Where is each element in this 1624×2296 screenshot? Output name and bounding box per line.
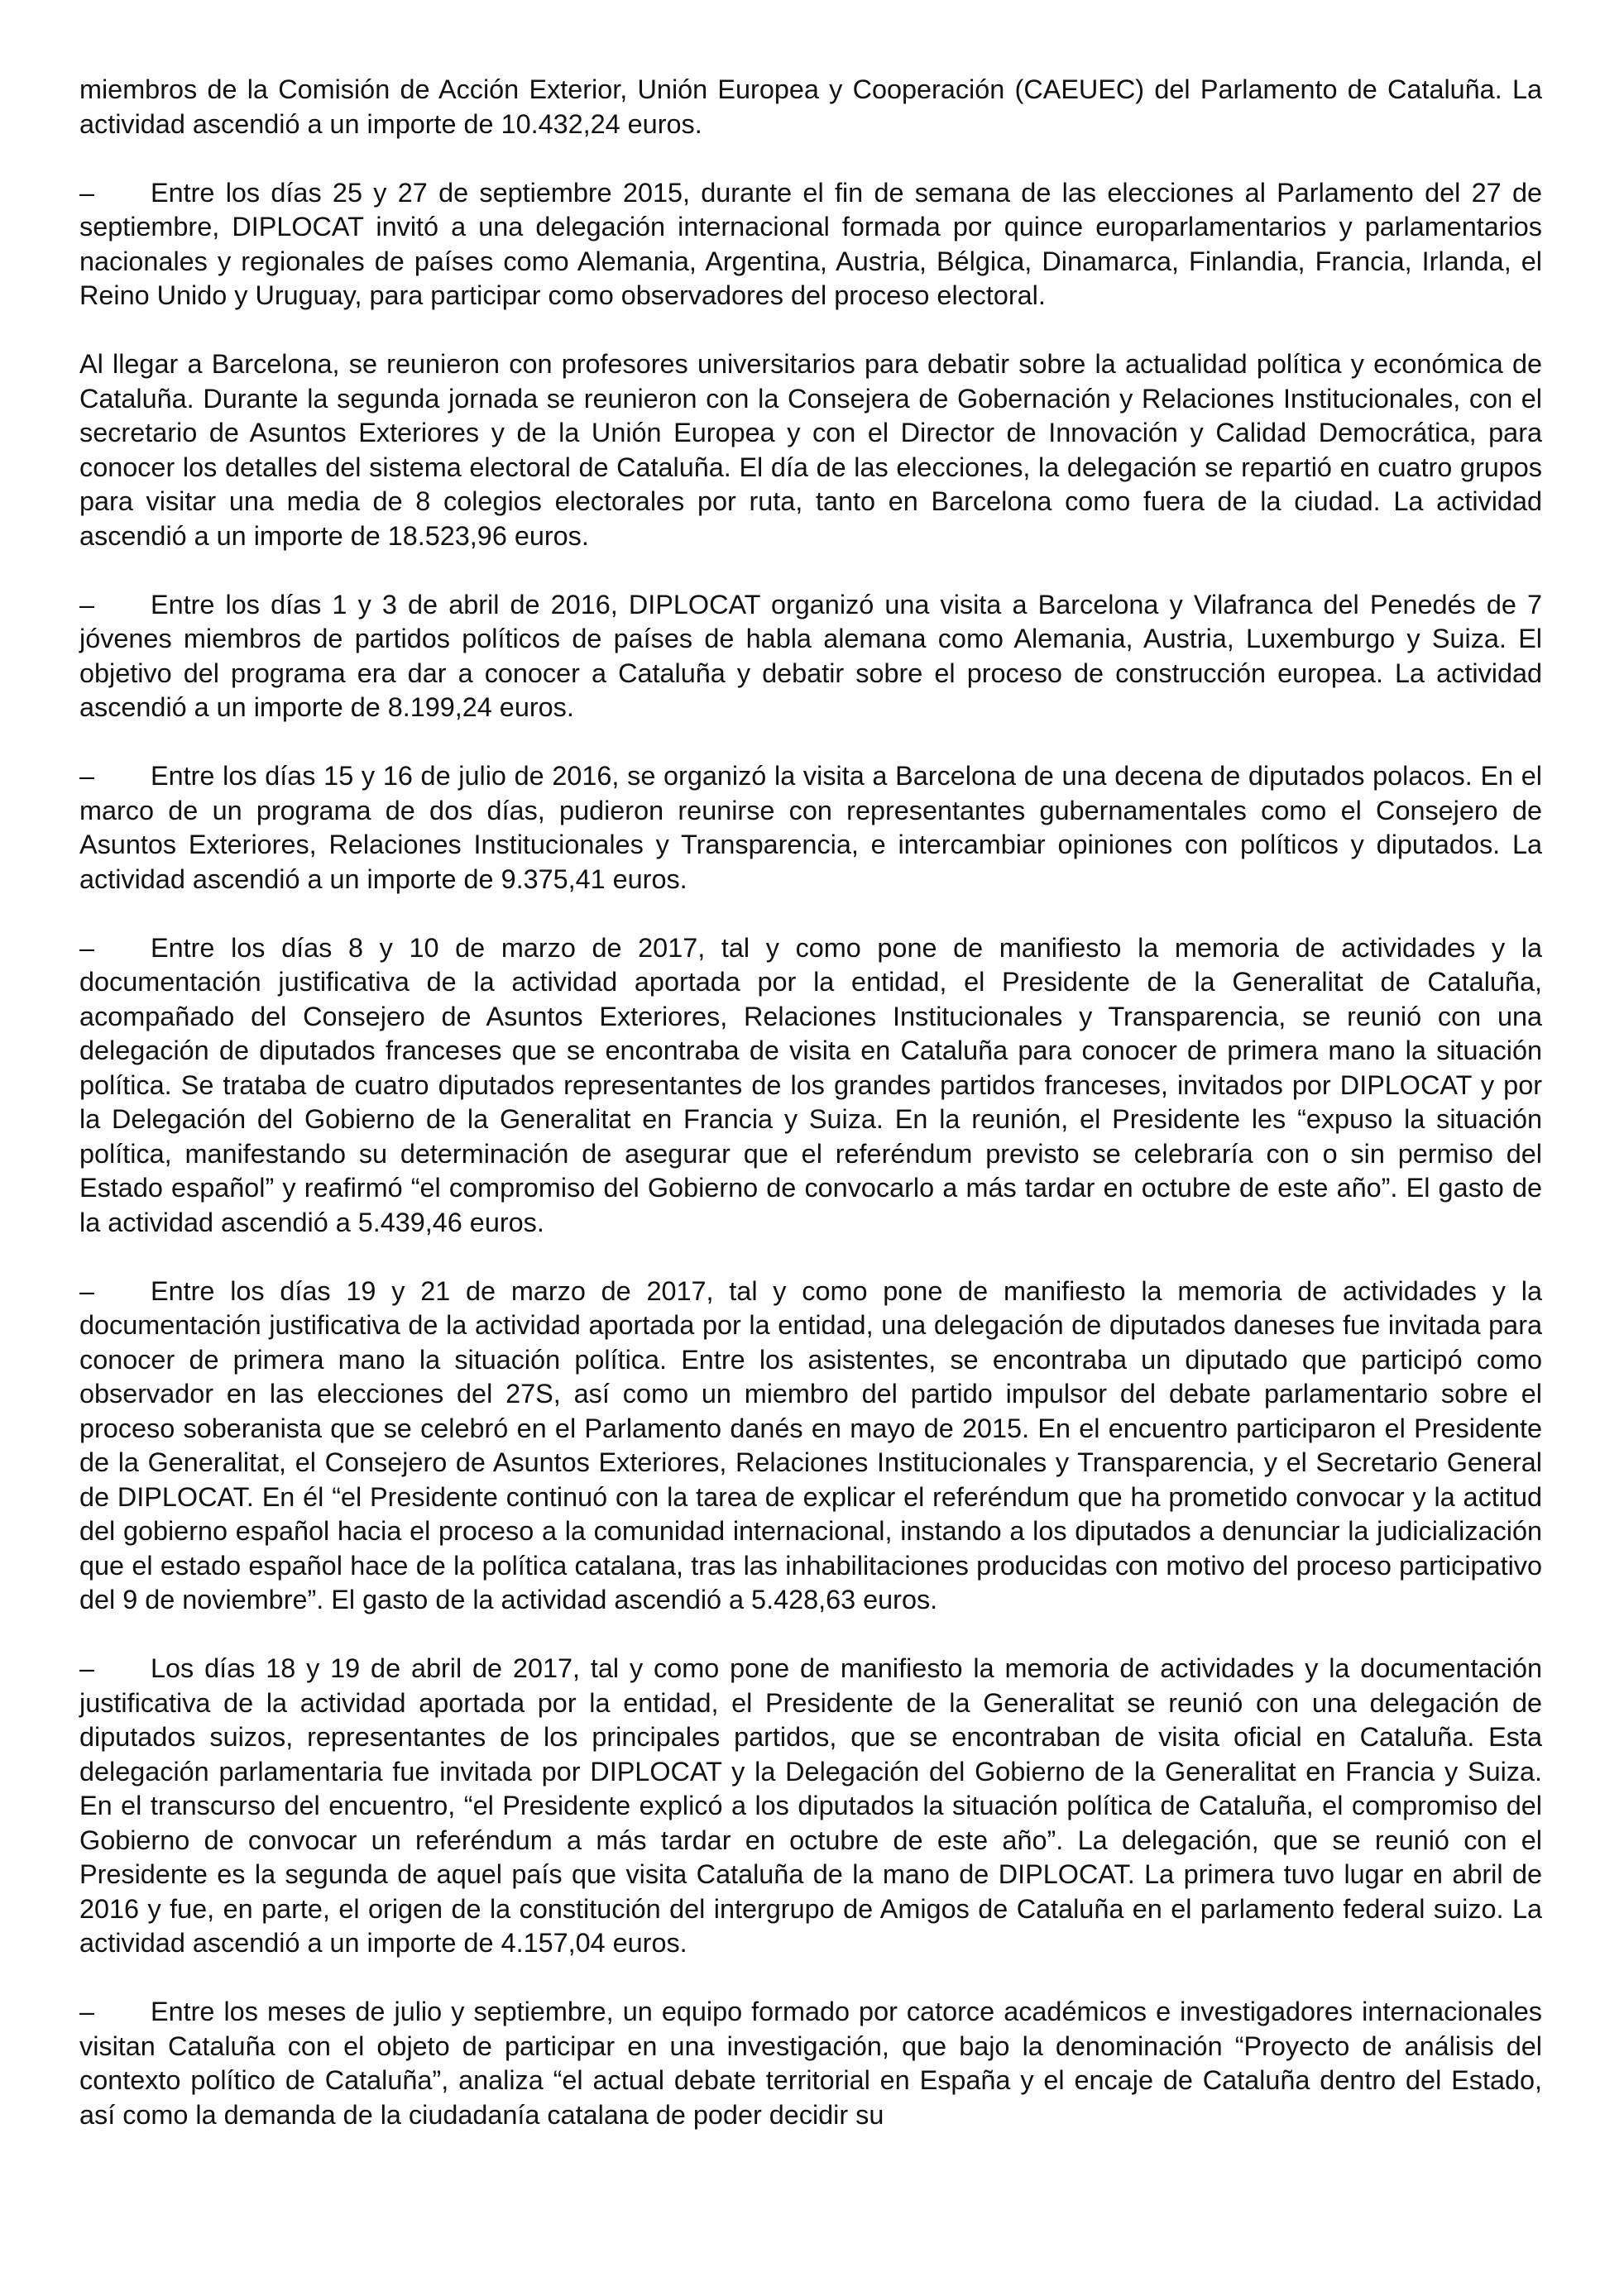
list-item-paragraph	[79, 759, 1542, 897]
list-dash: –	[79, 177, 95, 208]
paragraph-text: Al llegar a Barcelona, se reunieron con profesores universitarios para debatir sobre la actualidad política y económica de Cataluña. Durante la segunda jornada se reunieron con la Consejera de Gobernación y Relaciones Institucionales, con el secretario de Asuntos Exteriores y de la Unión Europea y con el Director de Innovación y Calidad Democrática, para conocer los detalles del sistema electoral de Cataluña. El día de las elecciones, la delegación se repartió en cuatro grupos para visitar una media de 8 colegios electorales por ruta, tanto en Barcelona como fuera de la ciudad. La actividad ascendió a un importe de 18.523,96 euros.	[79, 349, 1542, 551]
list-item-paragraph	[79, 931, 1542, 1241]
list-dash: –	[79, 761, 95, 791]
paragraph-text: Entre los meses de julio y septiembre, un equipo formado por catorce académicos e investigadores internacionales visitan Cataluña con el objeto de participar en una investigación, que bajo la denominación “Proyecto de análisis del contexto político de Cataluña”, analiza “el actual debate territorial en España y el encaje de Cataluña dentro del Estado, así como la demanda de la ciudadanía catalana de poder decidir su	[79, 1997, 1542, 2130]
paragraph-text: Entre los días 8 y 10 de marzo de 2017, tal y como pone de manifiesto la memoria de actividades y la documentación justificativa de la actividad aportada por la entidad, el Presidente de la Generalitat de Cataluña, acompañado del Consejero de Asuntos Exteriores, Relaciones Institucionales y Transparencia, se reunió con una delegación de diputados franceses que se encontraba de visita en Cataluña para conocer de primera mano la situación política. Se trataba de cuatro diputados representantes de los grandes partidos franceses, invitados por DIPLOCAT y por la Delegación del Gobierno de la Generalitat en Francia y Suiza. En la reunión, el Presidente les “expuso la situación política, manifestando su determinación de asegurar que el referéndum previsto se celebraría con o sin permiso del Estado español” y reafirmó “el compromiso del Gobierno de convocarlo a más tardar en octubre de este año”. El gasto de la actividad ascendió a 5.439,46 euros.	[79, 932, 1542, 1237]
paragraph-text: Entre los días 15 y 16 de julio de 2016, se organizó la visita a Barcelona de una decena de diputados polacos. En el marco de un programa de dos días, pudieron reunirse con representantes gubernamentales como el Consejero de Asuntos Exteriores, Relaciones Institucionales y Transparencia, e intercambiar opiniones con políticos y diputados. La actividad ascendió a un importe de 9.375,41 euros.	[79, 761, 1542, 894]
list-item-paragraph	[79, 1652, 1542, 1961]
paragraph-text: Entre los días 1 y 3 de abril de 2016, DIPLOCAT organizó una visita a Barcelona y Vilafranca del Penedés de 7 jóvenes miembros de partidos políticos de países de habla alemana como Alemania, Austria, Luxemburgo y Suiza. El objetivo del programa era dar a conocer a Cataluña y debatir sobre el proceso de construcción europea. La actividad ascendió a un importe de 8.199,24 euros.	[79, 589, 1542, 722]
list-dash: –	[79, 589, 95, 619]
list-item-paragraph	[79, 1275, 1542, 1618]
paragraph-text: miembros de la Comisión de Acción Exterior, Unión Europea y Cooperación (CAEUEC) del Parlamento de Cataluña. La actividad ascendió a un importe de 10.432,24 euros.	[79, 74, 1542, 139]
paragraph-text: Entre los días 19 y 21 de marzo de 2017, tal y como pone de manifiesto la memoria de actividades y la documentación justificativa de la actividad aportada por la entidad, una delegación de diputados daneses fue invitada para conocer de primera mano la situación política. Entre los asistentes, se encontraba un diputado que participó como observador en las elecciones del 27S, así como un miembro del partido impulsor del debate parlamentario sobre el proceso soberanista que se celebró en el Parlamento danés en mayo de 2015. En el encuentro participaron el Presidente de la Generalitat, el Consejero de Asuntos Exteriores, Relaciones Institucionales y Transparencia, y el Secretario General de DIPLOCAT. En él “el Presidente continuó con la tarea de explicar el referéndum que ha prometido convocar y la actitud del gobierno español hacia el proceso a la comunidad internacional, instando a los diputados a denunciar la judicialización que el estado español hace de la política catalana, tras las inhabilitaciones producidas con motivo del proceso participativo del 9 de noviembre”. El gasto de la actividad ascendió a 5.428,63 euros.	[79, 1275, 1542, 1614]
list-item-paragraph	[79, 588, 1542, 725]
list-dash: –	[79, 1653, 95, 1683]
paragraph	[79, 347, 1542, 553]
list-dash: –	[79, 1997, 95, 2026]
list-dash: –	[79, 932, 95, 963]
paragraph-text: Entre los días 25 y 27 de septiembre 2015, durante el fin de semana de las elecciones al Parlamento del 27 de septiembre, DIPLOCAT invitó a una delegación internacional formada por quince europarlamentarios y parlamentarios nacionales y regionales de países como Alemania, Argentina, Austria, Bélgica, Dinamarca, Finlandia, Francia, Irlanda, el Reino Unido y Uruguay, para participar como observadores del proceso electoral.	[79, 177, 1542, 310]
list-dash: –	[79, 1275, 95, 1306]
paragraph-text: Los días 18 y 19 de abril de 2017, tal y como pone de manifiesto la memoria de actividades y la documentación justificativa de la actividad aportada por la entidad, el Presidente de la Generalitat se reunió con una delegación de diputados suizos, representantes de los principales partidos, que se encontraban de visita oficial en Cataluña. Esta delegación parlamentaria fue invitada por DIPLOCAT y la Delegación del Gobierno de la Generalitat en Francia y Suiza. En el transcurso del encuentro, “el Presidente explicó a los diputados la situación política de Cataluña, el compromiso del Gobierno de convocar un referéndum a más tardar en octubre de este año”. La delegación, que se reunió con el Presidente es la segunda de aquel país que visita Cataluña de la mano de DIPLOCAT. La primera tuvo lugar en abril de 2016 y fue, en parte, el origen de la constitución del intergrupo de Amigos de Cataluña en el parlamento federal suizo. La actividad ascendió a un importe de 4.157,04 euros.	[79, 1653, 1542, 1958]
paragraph-continuation	[79, 73, 1542, 141]
list-item-paragraph	[79, 176, 1542, 313]
document-page	[79, 73, 1542, 2167]
list-item-paragraph	[79, 1995, 1542, 2132]
